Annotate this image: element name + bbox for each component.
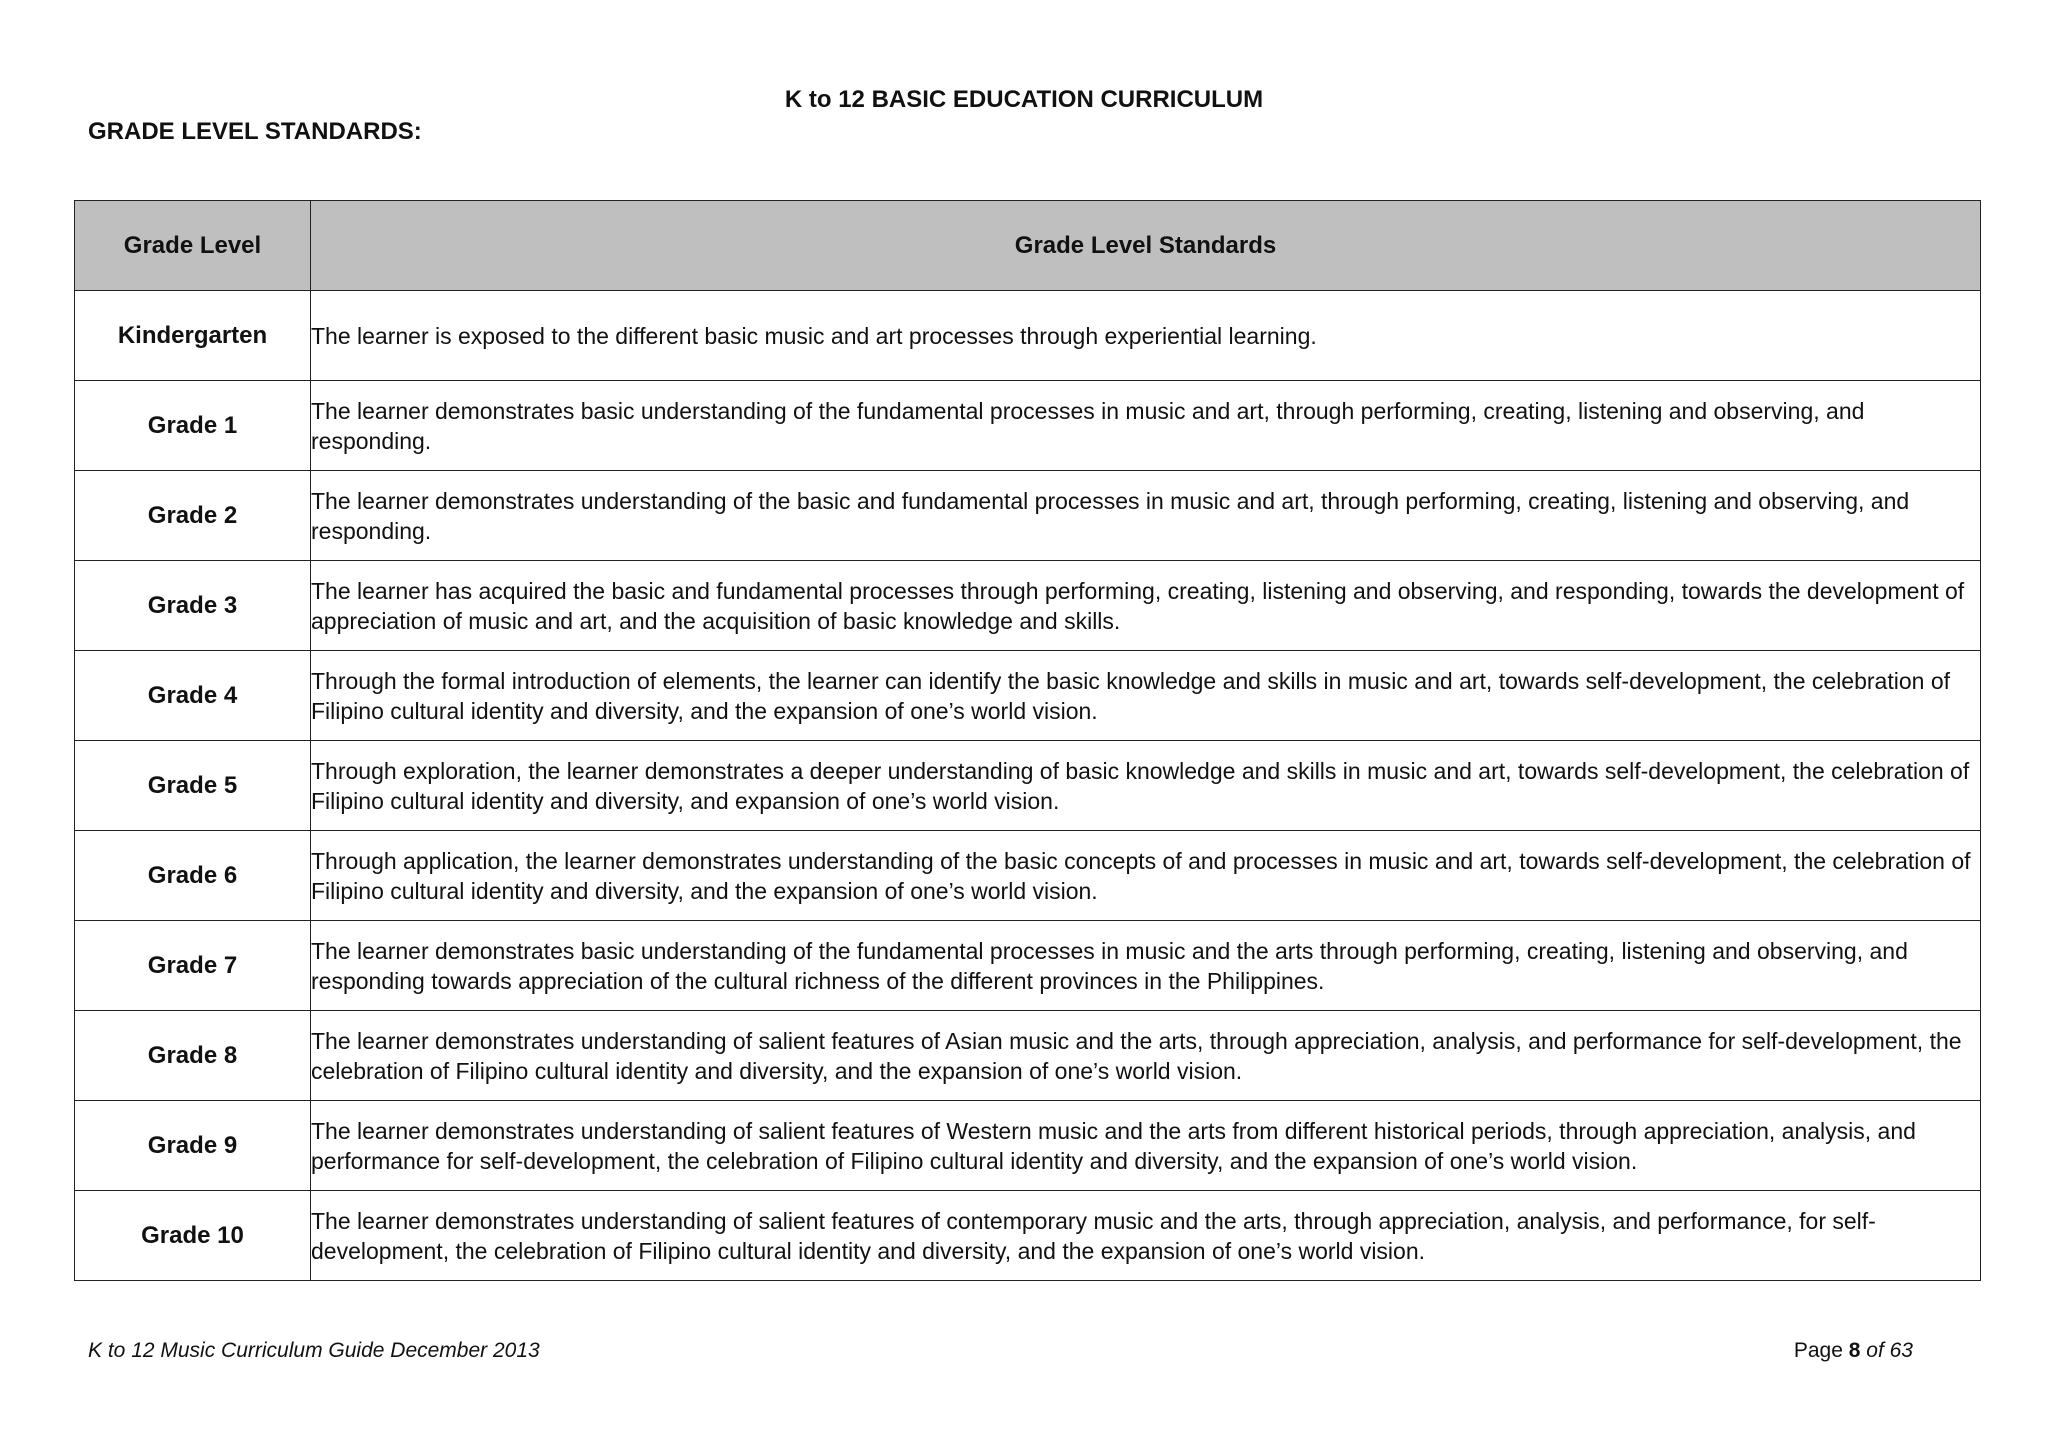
grade-cell: Grade 3 xyxy=(75,561,311,651)
grade-cell: Grade 5 xyxy=(75,741,311,831)
standard-cell: Through the formal introduction of elements, the learner can identify the basic knowledge and skills in music and art, towards self-development, the celebration of Filipino cultural identity and diversity, and the expansion of one’s world vision. xyxy=(311,651,1981,741)
table-row xyxy=(75,381,1981,471)
grade-cell: Grade 6 xyxy=(75,831,311,921)
grade-cell: Grade 9 xyxy=(75,1101,311,1191)
column-header-standards: Grade Level Standards xyxy=(311,201,1981,291)
page-label: Page xyxy=(1793,1339,1843,1362)
table-row xyxy=(75,741,1981,831)
column-header-grade-level: Grade Level xyxy=(75,201,311,291)
table-row xyxy=(75,831,1981,921)
page-total: of 63 xyxy=(1866,1339,1913,1362)
grade-cell: Grade 8 xyxy=(75,1011,311,1101)
grade-cell: Kindergarten xyxy=(75,291,311,381)
grade-standards-table xyxy=(74,200,1981,1281)
table-row xyxy=(75,471,1981,561)
table-row xyxy=(75,1191,1981,1281)
standard-cell: The learner demonstrates understanding of salient features of Asian music and the arts, through appreciation, analysis, and performance for self-development, the celebration of Filipino cultural identity and diversity, and the expansion of one’s world vision. xyxy=(311,1011,1981,1101)
grade-cell: Grade 10 xyxy=(75,1191,311,1281)
page-number: 8 xyxy=(1848,1339,1861,1362)
standard-cell: Through exploration, the learner demonstrates a deeper understanding of basic knowledge and skills in music and art, towards self-development, the celebration of Filipino cultural identity and diversity, and expansion of one’s world vision. xyxy=(311,741,1981,831)
standard-cell: The learner demonstrates basic understanding of the fundamental processes in music and art, through performing, creating, listening and observing, and responding. xyxy=(311,381,1981,471)
table-row xyxy=(75,651,1981,741)
standard-cell: The learner demonstrates understanding of the basic and fundamental processes in music and art, through performing, creating, listening and observing, and responding. xyxy=(311,471,1981,561)
table-row xyxy=(75,291,1981,381)
document-title: K to 12 BASIC EDUCATION CURRICULUM xyxy=(784,86,1264,113)
standard-cell: The learner has acquired the basic and fundamental processes through performing, creating, listening and observing, and responding, towards the development of appreciation of music and art, and the acquisition of basic knowledge and skills. xyxy=(311,561,1981,651)
standard-cell: The learner demonstrates basic understanding of the fundamental processes in music and the arts through performing, creating, listening and observing, and responding towards appreciation of the cultural richness of the different provinces in the Philippines. xyxy=(311,921,1981,1011)
footer-guide-label: K to 12 Music Curriculum Guide December 2013 xyxy=(88,1339,540,1362)
standard-cell: The learner is exposed to the different basic music and art processes through experiential learning. xyxy=(311,291,1981,381)
standard-cell: The learner demonstrates understanding of salient features of Western music and the arts from different historical periods, through appreciation, analysis, and performance for self-development, the celebration of Filipino cultural identity and diversity, and the expansion of one’s world vision. xyxy=(311,1101,1981,1191)
grade-cell: Grade 4 xyxy=(75,651,311,741)
table-header-row xyxy=(75,201,1981,291)
standard-cell: Through application, the learner demonstrates understanding of the basic concepts of and processes in music and art, towards self-development, the celebration of Filipino cultural identity and diversity, and the expansion of one’s world vision. xyxy=(311,831,1981,921)
table-row xyxy=(75,561,1981,651)
footer-page-indicator xyxy=(1794,1339,1913,1363)
grade-cell: Grade 1 xyxy=(75,381,311,471)
table-row xyxy=(75,921,1981,1011)
grade-cell: Grade 7 xyxy=(75,921,311,1011)
table-row xyxy=(75,1101,1981,1191)
table-row xyxy=(75,1011,1981,1101)
section-title: GRADE LEVEL STANDARDS: xyxy=(88,118,422,145)
standard-cell: The learner demonstrates understanding of salient features of contemporary music and the arts, through appreciation, analysis, and performance, for self-development, the celebration of Filipino cultural identity and diversity, and the expansion of one’s world vision. xyxy=(311,1191,1981,1281)
grade-cell: Grade 2 xyxy=(75,471,311,561)
